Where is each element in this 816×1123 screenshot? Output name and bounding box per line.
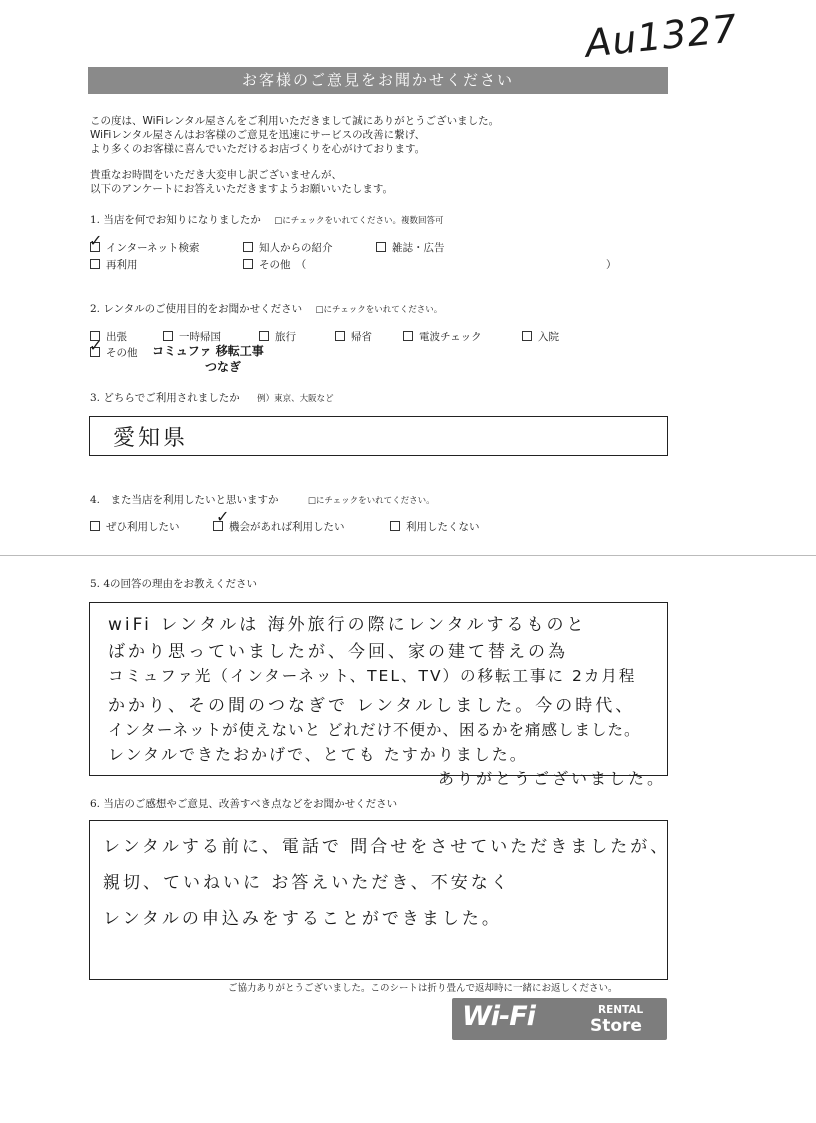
- intro-line-2: WiFiレンタル屋さんはお客様のご意見を迅速にサービスの改善に繋げ、: [90, 129, 426, 141]
- logo-store-text: Store: [590, 1016, 642, 1036]
- intro-line-1: この度は、WiFiレンタル屋さんをご利用いただきまして誠にありがとうございました。: [90, 115, 500, 127]
- q1-option-internet[interactable]: インターネット検索: [90, 240, 200, 255]
- q4-label: 4. また当店を利用したいと思いますか □にチェックをいれてください。: [90, 494, 435, 506]
- checkbox[interactable]: [376, 242, 386, 252]
- checkbox[interactable]: [335, 331, 345, 341]
- checkbox[interactable]: [390, 521, 400, 531]
- logo-wifi-text: Wi-Fi: [462, 1001, 535, 1032]
- q4-option-if-chance[interactable]: 機会があれば利用したい: [213, 519, 345, 534]
- q1-other-close: ）: [606, 259, 617, 271]
- q1-option-other[interactable]: その他 （: [243, 257, 306, 272]
- intro-line-4: 貴重なお時間をいただき大変申し訳ございませんが、: [90, 169, 342, 181]
- divider: [0, 555, 816, 556]
- check-mark-icon: ✓: [89, 231, 103, 250]
- q2-other-handwritten-2: つなぎ: [205, 360, 242, 374]
- q1-option-friend[interactable]: 知人からの紹介: [243, 240, 333, 255]
- q5-label: 5. 4の回答の理由をお教えください: [90, 578, 258, 590]
- checkbox[interactable]: [163, 331, 173, 341]
- q4-option-definitely[interactable]: ぜひ利用したい: [90, 519, 180, 534]
- q4-option-no[interactable]: 利用したくない: [390, 519, 480, 534]
- footer-thanks: ご協力ありがとうございました。このシートは折り畳んで返却時に一緒にお返しください。: [228, 983, 618, 994]
- checkbox[interactable]: [403, 331, 413, 341]
- q5-line-6: レンタルできたおかげで、とても たすかりました。: [108, 745, 528, 764]
- q1-option-reuse[interactable]: 再利用: [90, 257, 138, 272]
- checkbox[interactable]: [90, 259, 100, 269]
- form-number: Au1327: [583, 6, 740, 66]
- q1-option-magazine[interactable]: 雑誌・広告: [376, 240, 445, 255]
- q3-answer: 愛知県: [113, 426, 189, 451]
- check-mark-icon: ✓: [89, 336, 103, 355]
- q6-line-1: レンタルする前に、電話で 問合せをさせていただきましたが、: [103, 837, 671, 857]
- checkbox[interactable]: [522, 331, 532, 341]
- q5-line-5: インターネットが使えないと どれだけ不便か、困るかを痛感しました。: [108, 721, 641, 739]
- intro-line-5: 以下のアンケートにお答えいただきますようお願いいたします。: [90, 183, 394, 195]
- q2-option-homecoming[interactable]: 帰省: [335, 329, 372, 344]
- checkbox[interactable]: [259, 331, 269, 341]
- q2-option-signal-check[interactable]: 電波チェック: [403, 329, 482, 344]
- q5-line-7: ありがとうございました。: [438, 769, 667, 788]
- q5-line-1: wiFi レンタルは 海外旅行の際にレンタルするものと: [108, 615, 587, 635]
- q2-option-hospital[interactable]: 入院: [522, 329, 559, 344]
- q6-line-2: 親切、ていねいに お答えいただき、不安なく: [103, 873, 511, 893]
- q5-line-2: ばかり思っていましたが、今回、家の建て替えの為: [108, 642, 568, 662]
- q2-option-business[interactable]: 出張: [90, 329, 127, 344]
- q2-other-handwritten: コミュファ 移転工事: [152, 344, 264, 358]
- q5-line-3: コミュファ光（インターネット、TEL、TV）の移転工事に 2カ月程: [108, 667, 637, 685]
- check-mark-icon: ✓: [216, 507, 230, 526]
- logo-rental-text: RENTAL: [598, 1004, 644, 1016]
- page-title: お客様のご意見をお聞かせください: [241, 71, 514, 89]
- q6-line-3: レンタルの申込みをすることができました。: [103, 909, 502, 929]
- q2-note: □にチェックをいれてください。: [315, 305, 443, 315]
- intro-line-3: より多くのお客様に喜んでいただけるお店づくりを心がけております。: [90, 143, 426, 155]
- checkbox[interactable]: [243, 242, 253, 252]
- q3-example: 例）東京、大阪など: [257, 394, 334, 404]
- q1-label: 1. 当店を何でお知りになりましたか □にチェックをいれてください。複数回答可: [90, 214, 444, 226]
- q4-note: □にチェックをいれてください。: [307, 496, 435, 506]
- q6-label: 6. 当店のご感想やご意見、改善すべき点などをお聞かせください: [90, 798, 398, 810]
- checkbox[interactable]: [243, 259, 253, 269]
- q1-note: □にチェックをいれてください。複数回答可: [274, 216, 444, 226]
- q2-option-travel[interactable]: 旅行: [259, 329, 296, 344]
- q3-label: 3. どちらでご利用されましたか 例）東京、大阪など: [90, 392, 334, 404]
- q2-option-other[interactable]: その他: [90, 345, 138, 360]
- q2-option-temp-return[interactable]: 一時帰国: [163, 329, 221, 344]
- q5-line-4: かかり、その間のつなぎで レンタルしました。今の時代、: [108, 696, 636, 716]
- q2-label: 2. レンタルのご使用目的をお聞かせください □にチェックをいれてください。: [90, 303, 443, 315]
- checkbox[interactable]: [90, 521, 100, 531]
